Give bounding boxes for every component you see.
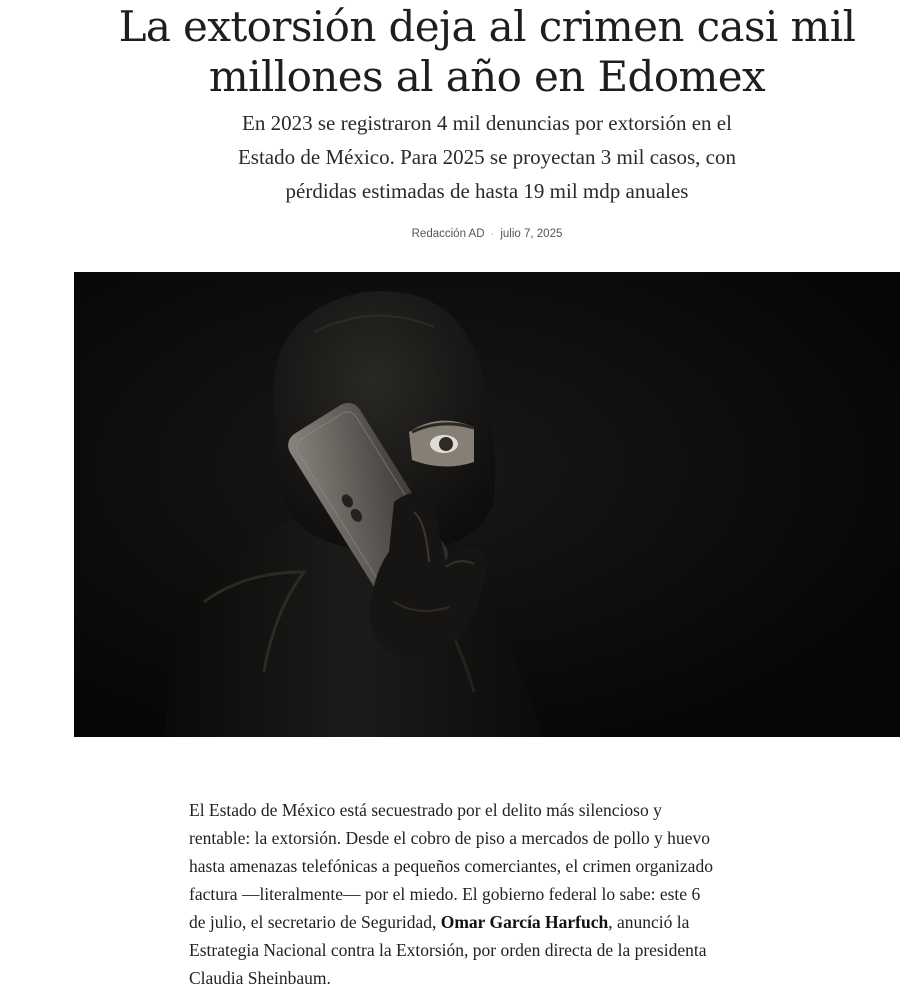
byline-separator: · [490,228,495,240]
author-link[interactable]: Redacción AD [411,228,485,240]
publish-date: julio 7, 2025 [500,228,563,240]
headline-line: La extorsión deja al crimen casi mil [118,2,856,51]
subtitle-line: pérdidas estimadas de hasta 19 mil mdp anuales [285,179,689,203]
article-subtitle [0,106,918,208]
body-text: de julio, el secretario de Seguridad, [189,912,441,932]
body-line: rentable: la extorsión. Desde el cobro de piso a mercados de pollo y huevo [189,828,710,848]
body-line: El Estado de México está secuestrado por el delito más silencioso y [189,800,662,820]
hero-image [74,272,900,737]
body-line: Estrategia Nacional contra la Extorsión, por orden directa de la presidenta [189,940,707,960]
masked-man-phone-image [74,272,900,737]
article-body-paragraph [189,796,809,992]
body-line: Claudia Sheinbaum. [189,968,331,988]
body-text: , anunció la [608,912,690,932]
body-line: hasta amenazas telefónicas a pequeños comerciantes, el crimen organizado [189,856,713,876]
subtitle-line: En 2023 se registraron 4 mil denuncias por extorsión en el [242,111,732,135]
article-headline [0,2,918,102]
headline-line: millones al año en Edomex [208,52,766,101]
official-name: Omar García Harfuch [440,912,609,932]
subtitle-line: Estado de México. Para 2025 se proyectan 3 mil casos, con [237,145,737,169]
body-line: factura —literalmente— por el miedo. El gobierno federal lo sabe: este 6 [189,884,701,904]
article-byline [0,228,918,240]
body-line [189,908,809,936]
